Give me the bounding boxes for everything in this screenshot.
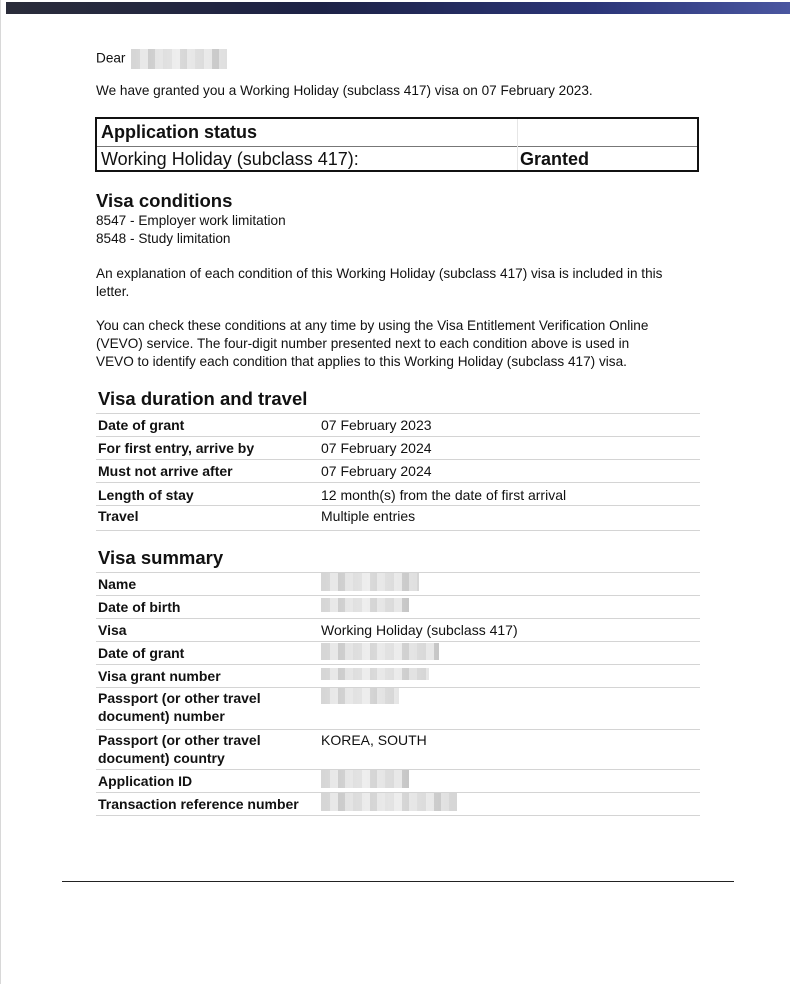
redacted-passport-number bbox=[321, 688, 399, 704]
visa-summary-table bbox=[96, 572, 700, 816]
status-value: Granted bbox=[520, 149, 590, 169]
status-column-divider bbox=[517, 119, 518, 170]
row-value: 07 February 2023 bbox=[321, 417, 432, 433]
application-status-box bbox=[95, 117, 699, 172]
top-header-bar bbox=[6, 2, 790, 14]
row-label: Visa bbox=[98, 622, 127, 638]
visa-duration-heading: Visa duration and travel bbox=[98, 388, 308, 409]
row-label: Date of grant bbox=[98, 417, 185, 433]
table-row bbox=[96, 596, 700, 619]
row-label-line: document) country bbox=[98, 750, 225, 766]
table-row bbox=[96, 573, 700, 596]
intro-text: We have granted you a Working Holiday (subclass 417) visa on 07 February 2023. bbox=[96, 83, 593, 98]
row-label: Date of birth bbox=[98, 599, 181, 615]
table-row bbox=[96, 770, 700, 793]
row-label: Application ID bbox=[98, 773, 193, 789]
row-label-line: Passport (or other travel bbox=[98, 732, 261, 748]
redacted-date-of-grant bbox=[321, 643, 439, 660]
table-row bbox=[96, 437, 700, 460]
redacted-visa-grant-number bbox=[321, 668, 429, 680]
row-label bbox=[98, 731, 261, 767]
table-row bbox=[96, 460, 700, 483]
row-label-line: Passport (or other travel bbox=[98, 690, 261, 706]
row-value: 07 February 2024 bbox=[321, 440, 432, 456]
redacted-application-id bbox=[321, 770, 409, 788]
salutation-text: Dear bbox=[96, 50, 126, 66]
table-row bbox=[96, 619, 700, 642]
row-label: Date of grant bbox=[98, 645, 185, 661]
row-value: KOREA, SOUTH bbox=[321, 732, 427, 748]
redacted-date-of-birth bbox=[321, 598, 409, 612]
row-label-line: document) number bbox=[98, 708, 225, 724]
row-label: Length of stay bbox=[98, 487, 194, 503]
vevo-paragraph-line: VEVO to identify each condition that applies to this Working Holiday (subclass 417) visa. bbox=[96, 354, 627, 369]
vevo-paragraph-line: You can check these conditions at any time by using the Visa Entitlement Verification Online bbox=[96, 318, 649, 333]
row-label: Visa grant number bbox=[98, 668, 221, 684]
status-visa-label: Working Holiday (subclass 417): bbox=[101, 149, 359, 169]
page-edge bbox=[0, 0, 1, 984]
row-label: For first entry, arrive by bbox=[98, 440, 255, 456]
table-row bbox=[96, 506, 700, 531]
visa-conditions-heading: Visa conditions bbox=[96, 190, 233, 211]
table-row bbox=[96, 642, 700, 665]
visa-duration-table bbox=[96, 413, 700, 531]
row-value: 07 February 2024 bbox=[321, 463, 432, 479]
conditions-explanation: An explanation of each condition of this Working Holiday (subclass 417) visa is included in this letter. bbox=[96, 266, 663, 299]
status-divider bbox=[97, 146, 697, 147]
table-row bbox=[96, 730, 700, 770]
row-label bbox=[98, 689, 261, 725]
table-row bbox=[96, 793, 700, 816]
application-status-title: Application status bbox=[101, 122, 258, 142]
row-value: Working Holiday (subclass 417) bbox=[321, 622, 518, 638]
table-row bbox=[96, 414, 700, 437]
row-label: Must not arrive after bbox=[98, 463, 233, 479]
redacted-name bbox=[321, 573, 419, 591]
table-row bbox=[96, 483, 700, 506]
row-label: Transaction reference number bbox=[98, 796, 299, 812]
condition-item: 8548 - Study limitation bbox=[96, 231, 231, 246]
vevo-paragraph-line: (VEVO) service. The four-digit number presented next to each condition above is used in bbox=[96, 336, 630, 351]
row-label: Travel bbox=[98, 508, 139, 524]
row-value: Multiple entries bbox=[321, 508, 416, 524]
redacted-recipient-name bbox=[131, 49, 227, 69]
bottom-divider bbox=[62, 881, 734, 882]
row-label: Name bbox=[98, 576, 137, 592]
table-row bbox=[96, 688, 700, 730]
salutation bbox=[96, 49, 227, 69]
redacted-transaction-reference bbox=[321, 793, 457, 811]
visa-summary-heading: Visa summary bbox=[98, 547, 224, 568]
row-value: 12 month(s) from the date of first arrival bbox=[321, 487, 567, 503]
condition-item: 8547 - Employer work limitation bbox=[96, 213, 286, 228]
table-row bbox=[96, 665, 700, 688]
